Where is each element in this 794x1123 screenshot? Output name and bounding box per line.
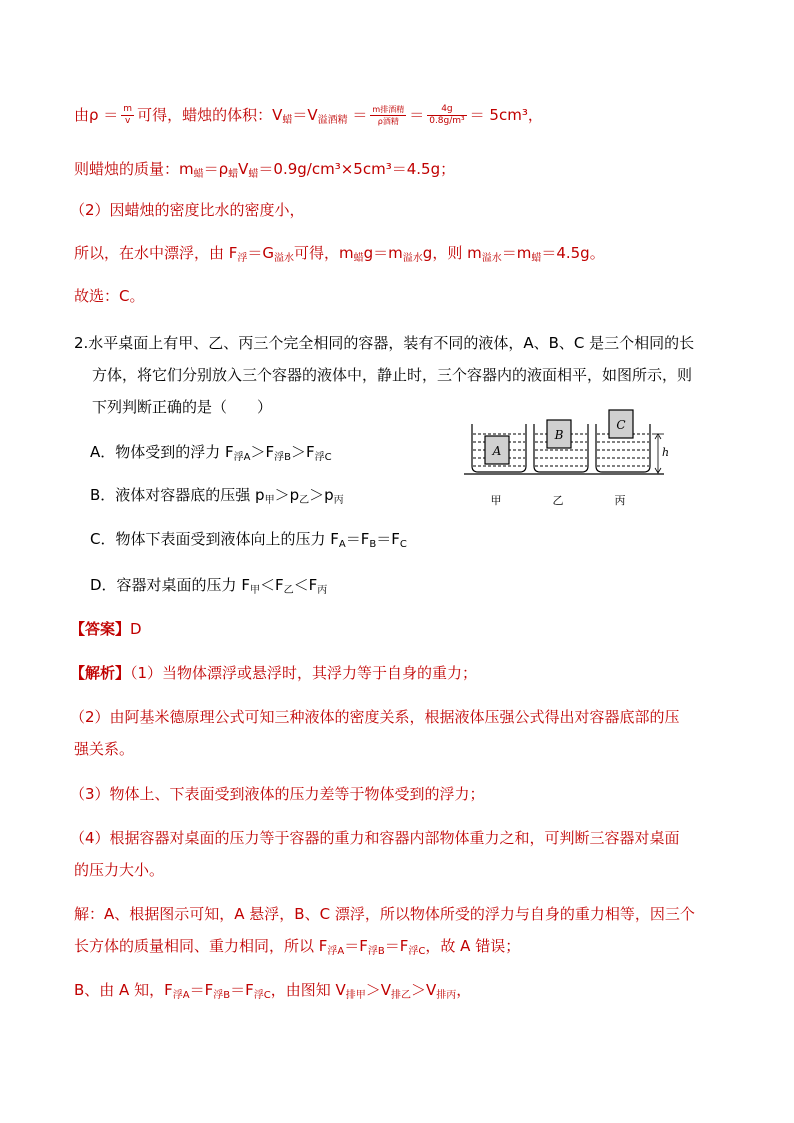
text: ＝F [230,981,254,999]
text: ＞p [274,486,300,504]
text: ＝F [344,937,368,955]
subscript: 浮A [233,452,251,463]
subscript: 排甲 [345,990,366,1001]
block-a-label: A [492,444,502,458]
text: ＞V [411,981,437,999]
text: A．物体受到的浮力 F [90,443,234,461]
text: （1）当物体漂浮或悬浮时，其浮力等于自身的重力； [130,664,478,682]
label-bing: 丙 [614,494,626,507]
answer-tag: 【答案】 [70,620,131,638]
option-c [90,528,407,553]
frac-num: 4g [427,104,466,116]
text: ＝4.5g。 [541,244,605,262]
text: 长方体的质量相同、重力相同，所以 F [74,937,328,955]
text: 可得，m [294,244,354,262]
analysis-line-4b: 的压力大小。 [74,861,165,879]
text: ＝F [189,981,214,999]
frac-den: v [125,116,131,126]
subscript: 溢酒精 [317,115,348,126]
text: g＝m [363,244,403,262]
label-yi: 乙 [552,494,564,507]
subscript: C [399,539,407,550]
subscript: A [338,539,346,550]
subscript: 乙 [283,585,294,596]
block-c-label: C [616,418,626,432]
text: ＜F [259,576,284,594]
solution-line-b [74,979,471,1004]
subscript: 蜡 [282,115,293,126]
mass-over-density-fraction [370,104,406,127]
density-fraction [121,104,134,127]
text: 所以，在水中漂浮，由 F [74,244,238,262]
solution-line-mass [74,158,455,183]
text: 可得，蜡烛的体积：V [137,106,283,124]
option-a [90,441,332,466]
subscript: 丙 [317,585,328,596]
analysis-line-2a: （2）由阿基米德原理公式可知三种液体的密度关系，根据液体压强公式得出对容器底部的压 [70,708,680,726]
subscript: 浮C [253,990,271,1001]
text: ＞F [291,443,315,461]
subscript: 溢水 [274,253,295,264]
text: ＝0.9g/cm³×5cm³＝4.5g； [258,160,456,178]
container-jia [472,424,526,472]
text: ＝ 5cm³， [469,106,543,124]
solution-choice: 故选：C。 [74,287,145,305]
question-stem-line1: 2.水平桌面上有甲、乙、丙三个完全相同的容器，装有不同的液体，A、B、C 是三个相同的长 [74,334,695,352]
text: ＝F [376,530,400,548]
text: D．容器对桌面的压力 F [90,576,250,594]
subscript: 蜡 [353,253,364,264]
question-stem-line2: 方体，将它们分别放入三个容器的液体中，静止时，三个容器内的液面相平，如图所示，则 [92,366,693,384]
analysis-line-2b: 强关系。 [74,740,135,758]
text: ＞F [250,443,275,461]
container-yi [534,420,588,472]
subscript: 浮B [367,946,385,957]
subscript: 浮A [327,946,345,957]
numeric-fraction [427,104,466,127]
question-stem-line3: 下列判断正确的是（ ） [92,398,273,416]
text: ＝m [501,244,532,262]
height-label: h [662,446,670,459]
analysis-tag: 【解析】 [70,664,131,682]
text: ，故 A 错误； [425,937,521,955]
solution-line-2: （2）因蜡烛的密度比水的密度小， [70,201,305,219]
subscript: 蜡 [248,169,259,180]
subscript: 排丙 [436,990,457,1001]
solution-line-volume [74,104,543,129]
container-bing [596,410,650,472]
text: 由ρ ＝ [74,106,119,124]
subscript: 浮C [314,452,332,463]
subscript: 浮A [172,990,190,1001]
subscript: 丙 [333,495,344,506]
analysis-line-1 [70,662,477,684]
analysis-line-4a: （4）根据容器对桌面的压力等于容器的重力和容器内部物体重力之和，可判断三容器对桌面 [70,829,680,847]
label-jia: 甲 [490,494,502,507]
answer-value: D [130,620,142,638]
block-b-label: B [554,428,564,442]
text: C．物体下表面受到液体向上的压力 F [90,530,339,548]
text: B．液体对容器底的压强 p [90,486,265,504]
subscript: 浮B [213,990,231,1001]
text: ＝F [345,530,370,548]
solution-line-a1: 解：A、根据图示可知，A 悬浮，B、C 漂浮，所以物体所受的浮力与自身的重力相等，因三个 [74,905,695,923]
subscript: 蜡 [193,169,204,180]
subscript: 蜡 [531,253,542,264]
text: V [238,160,249,178]
subscript: 蜡 [228,169,239,180]
text: ＝ρ [203,160,229,178]
frac-den: ρ酒精 [377,117,399,126]
containers-figure [462,406,682,510]
solution-line-float [74,242,605,267]
text: ＝ [352,106,368,124]
frac-num: m [123,104,133,114]
text: ＝ [409,106,425,124]
frac-num: m排酒精 [372,105,405,114]
frac-den: 0.8g/m³ [429,116,465,126]
subscript: 溢水 [402,253,423,264]
option-d [90,574,327,599]
text: ＜F [293,576,318,594]
text: ＞V [365,981,391,999]
solution-line-a2 [74,935,520,960]
text: ＝F [384,937,409,955]
text: ， [456,981,472,999]
text: ＝V [292,106,318,124]
subscript: 乙 [299,495,310,506]
analysis-line-3: （3）物体上、下表面受到液体的压力差等于物体受到的浮力； [70,785,485,803]
text: ＝G [247,244,275,262]
text: ＞p [309,486,334,504]
subscript: B [369,539,377,550]
subscript: 甲 [264,495,275,506]
text: 则蜡烛的质量：m [74,160,194,178]
subscript: 浮B [274,452,292,463]
subscript: 溢水 [481,253,502,264]
subscript: 排乙 [391,990,411,1001]
subscript: 甲 [249,585,260,596]
text: B、由 A 知，F [74,981,173,999]
text: g，则 m [422,244,482,262]
subscript: 浮 [237,253,248,264]
text: ，由图知 V [270,981,346,999]
height-marker [652,434,669,473]
answer-line [70,618,142,640]
subscript: 浮C [408,946,426,957]
option-b [90,484,344,509]
